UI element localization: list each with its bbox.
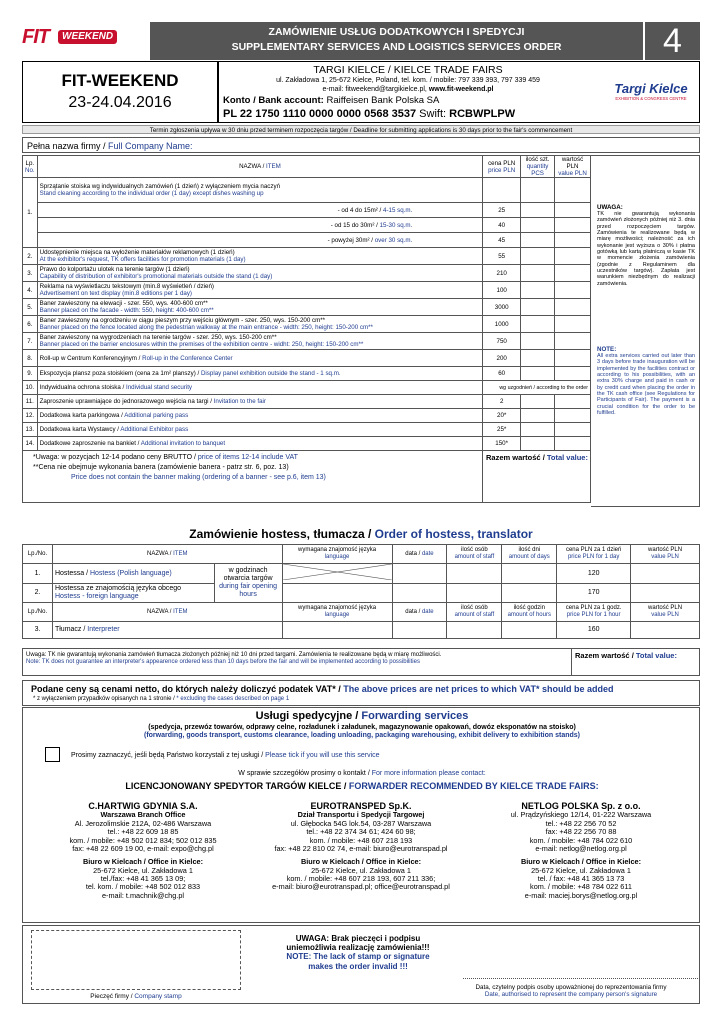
company-o1: 25-672 Kielce, ul. Zakładowa 1 [531, 865, 631, 875]
services-notes [22, 451, 591, 503]
service-name [37, 409, 483, 423]
service-price: 150* [483, 437, 521, 451]
signature-line[interactable] [463, 978, 698, 979]
net-prices-box [22, 680, 700, 706]
bank-account [223, 96, 439, 107]
company-l3: fax: +48 22 256 70 88 [545, 827, 617, 837]
service-name-en: Individual stand security [125, 384, 193, 392]
service-no: 4. [23, 282, 38, 299]
service-price: 2 [483, 395, 521, 409]
col-name: NAZWA / ITEM [37, 156, 483, 178]
service-name-pl: Prawo do kolportażu ulotek na terenie targów (1 dzień) [39, 266, 190, 274]
warning-box: UWAGA: Brak pieczęci i podpisu uniemożliwia realizację zamówienia!!! NOTE: The lack of stamp or signature makes the order invalid !!! [286, 934, 430, 971]
value-input[interactable] [555, 299, 591, 316]
col-value: wartość PLN value PLN [555, 156, 591, 178]
service-row [23, 350, 591, 367]
net-prices-sub: * z wyłączeniem przypadków opisanych na 1 stronie / * excluding the cases described on page 1 [33, 696, 290, 702]
service-no: 6. [23, 316, 38, 333]
service-row [23, 265, 591, 282]
company-o1: 25-672 Kielce, ul. Zakładowa 1 [311, 865, 411, 875]
quantity-input[interactable] [521, 333, 555, 350]
net-prices: Podane ceny są cenami netto, do których należy doliczyć podatek VAT* / The above prices are net prices to which VAT* should be added [31, 684, 614, 694]
services-section [22, 155, 591, 503]
service-row [23, 381, 591, 395]
service-name-en: Banner placed on the barrier enclosures within the premises of the exhibition centre - widht: 250, height: 150-200 cm** [39, 341, 364, 349]
forwarding-checkbox[interactable] [45, 747, 60, 762]
service-name [37, 282, 483, 299]
service-price: 100 [483, 282, 521, 299]
service-row [23, 248, 591, 265]
company-l3: kom. / mobile: +48 502 012 834; 502 012 835 [69, 835, 217, 845]
org-email: e-mail: fitweekend@targikielce.pl, [322, 86, 429, 93]
forwarding-section [22, 707, 700, 923]
interpreter-note: Uwaga: TK nie gwarantują wykonania zamówień tłumacza złożonych później niż 10 dni przed targami. Zamówienia te realizowane będą w miarę możliwości. Note: TK does not guarantee an interpreter's appearence ordered less than 10 days before the fair and will be implemented according to possibilities [22, 648, 572, 676]
firm-label-pl: Pełna nazwa firmy / [27, 141, 109, 151]
logo-fit: FIT [22, 26, 49, 48]
service-no: 10. [23, 381, 38, 395]
service-row [23, 333, 591, 350]
company-o3: e-mail: biuro@eurotranspad.pl; office@eurotranspad.pl [272, 882, 450, 892]
col-price: cena PLN price PLN [483, 156, 521, 178]
company-off: Biuro w Kielcach / Office in Kielce: [82, 857, 204, 867]
service-row [23, 233, 591, 248]
fit-weekend-logo [22, 26, 144, 48]
company-l4: kom. / mobile: +48 784 022 610 [529, 835, 633, 845]
quantity-input[interactable] [521, 265, 555, 282]
service-price: 1000 [483, 316, 521, 333]
service-name-pl: Baner zawieszony na wygrodzeniach na terenie targów - szer. 250, wys. 150-200 cm** [39, 334, 277, 342]
service-name [37, 367, 483, 381]
service-price [483, 178, 521, 203]
service-name [37, 265, 483, 282]
service-name [37, 381, 483, 395]
swift-label: Swift: [416, 108, 450, 120]
service-row [23, 178, 591, 203]
service-no: 11. [23, 395, 38, 409]
quantity-input[interactable] [521, 178, 555, 203]
note-en: NOTE: All extra services carried out later than 3 days before trade inauguration will be implemented by the facilities contract or according to his possibilities, with an extra 30% charge and paid in cash or by credit card when placing the order in the TK cash office (see Regulations for Participants of Fair). The payment is a crucial condition for the order to be fulfilled. [597, 346, 695, 416]
company-l1: ul. Prądzyńskiego 12/14, 01-222 Warszawa [510, 810, 652, 820]
service-name-pl: Dodatkowe zaproszenie na bankiet / [39, 440, 141, 448]
signature-section [22, 925, 700, 1004]
service-name [37, 218, 483, 233]
service-name-pl: Indywidualna ochrona stoiska / [39, 384, 126, 392]
service-name [37, 437, 483, 451]
service-no: 1. [23, 178, 38, 248]
service-name-en: Banner placed on the facade - width: 550, height: 400-600 cm** [39, 307, 214, 315]
service-row [23, 367, 591, 381]
service-name-en: Invitation to the fair [213, 398, 266, 406]
value-input[interactable] [555, 178, 591, 203]
service-name-en: Advertisement on text display (min.8 editions per 1 day) [39, 290, 192, 298]
tick-text: Prosimy zaznaczyć, jeśli będą Państwo korzystali z tej usługi / Please tick if you will use this service [71, 752, 380, 759]
company-stamp-area[interactable] [31, 930, 241, 990]
service-row [23, 282, 591, 299]
side-notes [591, 155, 700, 507]
service-no: 5. [23, 299, 38, 316]
company-o3: tel. kom. / mobile: +48 502 012 833 [85, 882, 201, 892]
services-header-row [23, 156, 591, 178]
service-price: 40 [483, 218, 521, 233]
service-no: 13. [23, 423, 38, 437]
quantity-input[interactable] [521, 203, 555, 218]
event-box [22, 61, 218, 123]
forwarder-company [37, 801, 249, 900]
service-row [23, 203, 591, 218]
service-name-pl: Baner zawieszony na ogrodzeniu w ciągu pieszym przy wejściu głównym - szer. 250, wys. 150-200 cm** [39, 317, 326, 325]
brand-logo-text: Targi Kielce [614, 81, 688, 96]
uwaga-note: UWAGA: TK nie gwarantują wykonania zamówień złożonych później niż 3. dnia przed rozpoczęciem targów. Zamówienia te realizowane będą w miarę możliwości; należność za ich wykonanie jest wyższa o 30% i płatna gotówką lub kartą płatniczą w kasie TK w momencie złożenia zamówienia (zgodnie z Regulaminem dla uczestników targów). Zapłata jest warunkiem niezbędnym do realizacji zamówienia. [597, 204, 695, 287]
h-col-staff: ilość osób amount of staff [447, 545, 502, 564]
value-input[interactable] [555, 367, 591, 381]
quantity-input[interactable] [521, 299, 555, 316]
service-name [37, 395, 483, 409]
company-o2: tel./fax: +48 41 365 13 09; [100, 874, 186, 884]
service-price: 3000 [483, 299, 521, 316]
service-no: 12. [23, 409, 38, 423]
service-name-pl: - od 15 do 30m² / [330, 221, 380, 229]
services-table [22, 155, 591, 451]
service-name-pl: Dodatkowa karta parkingowa / [39, 412, 125, 420]
hostess-row-1: 1. Hostessa / Hostess (Polish language) w godzinach otwarcia targów during fair opening hours 120 [23, 564, 700, 584]
service-no: 7. [23, 333, 38, 350]
service-name [37, 248, 483, 265]
company-off: Biuro w Kielcach / Office in Kielce: [300, 857, 422, 867]
service-name-pl: Ekspozycja plansz poza stoiskiem (cena za 1m² planszy) / [39, 370, 201, 378]
quantity-input[interactable] [521, 423, 555, 437]
service-name-pl: - od 4 do 15m² / [337, 206, 383, 214]
service-name-en: Stand cleaning according to the individual order (1 day) except dishes washing up [39, 190, 264, 198]
forwarding-title: Usługi spedycyjne / Forwarding services [255, 710, 469, 722]
service-row [23, 409, 591, 423]
company-o4: e-mail: t.machnik@chg.pl [101, 890, 185, 900]
header-title-bar [150, 22, 643, 60]
hostess-table [22, 544, 700, 639]
organizer-box [218, 61, 700, 123]
hostess-header-row [23, 545, 700, 564]
account-number: PL 22 1750 1110 0000 0000 0568 3537 [223, 108, 417, 120]
service-name [37, 350, 483, 367]
firm-label-en: Full Company Name: [108, 141, 193, 151]
service-name-en: At the exhibitor's request, TK offers facilities for promotion materials (1 day) [39, 256, 246, 264]
company-l2: tel.: +48 22 256 70 52 [545, 818, 617, 828]
service-row [23, 316, 591, 333]
company-o3: kom. / mobile: +48 784 022 611 [530, 882, 632, 892]
service-no: 14. [23, 437, 38, 451]
org-contact [223, 86, 593, 94]
company-l1: ul. Głębocka 54G lok.54, 03-287 Warszawa [290, 818, 432, 828]
company-o2: kom. / mobile: +48 607 218 193, 607 211 336; [286, 874, 436, 884]
col-lp: Lp. No. [23, 156, 38, 178]
title-en: SUPPLEMENTARY SERVICES AND LOGISTICS SERVICES ORDER [231, 41, 562, 54]
service-name [37, 333, 483, 350]
quantity-input[interactable] [521, 233, 555, 248]
crossed-cell-icon [283, 564, 392, 580]
h-col-lp: Lp./No. [23, 545, 53, 564]
stamp-label: Pieczęć firmy / Company stamp [90, 993, 182, 1000]
quantity-input[interactable] [521, 395, 555, 409]
service-name [37, 316, 483, 333]
value-input[interactable] [555, 423, 591, 437]
service-name-en: Additional parking pass [124, 412, 189, 420]
value-input[interactable] [555, 316, 591, 333]
lang-crossed [282, 564, 392, 584]
value-input[interactable] [555, 350, 591, 367]
services-total[interactable]: Razem wartość / Total value: [482, 451, 591, 502]
company-name: C.HARTWIG GDYNIA S.A. [88, 801, 198, 811]
forwarder-company [255, 801, 467, 892]
org-www[interactable]: www.fit-weekend.pl [428, 86, 494, 93]
company-l2: tel.: +48 22 374 34 61; 424 60 98; [306, 827, 416, 837]
company-name: NETLOG POLSKA Sp. z o.o. [521, 801, 641, 811]
service-name-en: Additional Exhibitor pass [120, 426, 189, 434]
quantity-input[interactable] [521, 316, 555, 333]
h-col-priceday: cena PLN za 1 dzień price PLN for 1 day [557, 545, 631, 564]
service-name-pl: Zaproszenie uprawniające do jednorazowego wejścia na targi / [39, 398, 214, 406]
targi-kielce-logo [603, 82, 699, 102]
service-price: 45 [483, 233, 521, 248]
value-input[interactable] [555, 218, 591, 233]
account-bank: Raiffeisen Bank Polska SA [326, 95, 440, 106]
interpreter-row: 3. Tłumacz / Interpreter 160 [23, 622, 700, 639]
service-name-en: Display panel exhibition outside the stand - 1 sq.m. [200, 370, 341, 378]
company-off: Biuro w Kielcach / Office in Kielce: [520, 857, 642, 867]
value-input[interactable] [555, 437, 591, 451]
service-no: 3. [23, 265, 38, 282]
forwarder-company [475, 801, 687, 900]
service-name-pl: Sprzątanie stoiska wg indywidualnych zamówień (1 dzień) z wyłączeniem mycia naczyń [39, 183, 281, 191]
hostess-title: Zamówienie hostess, tłumacza / Order of hostess, translator [189, 527, 533, 541]
service-no: 2. [23, 248, 38, 265]
brand-sub: EXHIBITION & CONGRESS CENTRE [615, 95, 687, 101]
service-name [37, 178, 483, 203]
licensed-forwarder: LICENCJONOWANY SPEDYTOR TARGÓW KIELCE / FORWARDER RECOMMENDED BY KIELCE TRADE FAIRS: [125, 781, 599, 791]
account-label: Konto / Bank account: [223, 95, 327, 106]
service-price: 60 [483, 367, 521, 381]
service-price: 55 [483, 248, 521, 265]
quantity-input[interactable] [521, 367, 555, 381]
service-name-pl: Reklama na wyświetlaczu tekstowym (min.8 wyświetleń / dzień) [39, 283, 214, 291]
quantity-input[interactable] [521, 437, 555, 451]
service-name-pl: Roll-up w Centrum Konferencyjnym / [39, 354, 143, 362]
company-branch: Warszawa Branch Office [100, 810, 186, 820]
account-number-line [223, 108, 515, 121]
service-name-en: Roll-up in the Conference Center [142, 354, 233, 362]
service-row [23, 423, 591, 437]
service-name-pl: Baner zawieszony na elewacji - szer. 550, wys. 400-600 cm** [39, 300, 208, 308]
value-input[interactable] [555, 333, 591, 350]
value-input[interactable] [555, 248, 591, 265]
company-o2: tel. / fax: +48 41 365 13 73 [537, 874, 625, 884]
service-name [37, 203, 483, 218]
company-o4: e-mail: maciej.borys@netlog.org.pl [524, 890, 638, 900]
company-name-field[interactable] [22, 137, 700, 153]
value-input[interactable] [555, 265, 591, 282]
service-price: 20* [483, 409, 521, 423]
service-name-pl: Udostępnienie miejsca na wyłożenie materiałów reklamowych (1 dzień) [39, 249, 235, 257]
company-o1: 25-672 Kielce, ul. Zakładowa 1 [93, 865, 193, 875]
service-price: 210 [483, 265, 521, 282]
quantity-input[interactable] [521, 282, 555, 299]
service-price: wg uzgodnień / according to the order [483, 381, 591, 395]
company-name: EUROTRANSPED Sp.K. [310, 801, 412, 811]
interpreter-header-row: Lp./No. NAZWA / ITEM wymagana znajomość języka language data / date ilość osób amount of staff ilość godzin amount of hours cena PLN za 1 godz. price PLN for 1 hour wartość PLN value PLN [23, 603, 700, 622]
service-name-en: Capability of distribution of exhibitor's promotional materials outside the stand (1 day) [39, 273, 273, 281]
hostess-total[interactable]: Razem wartość / Total value: [572, 648, 700, 676]
service-name-en: 4-15 sq.m. [383, 206, 413, 214]
service-price: 25* [483, 423, 521, 437]
value-input[interactable] [555, 395, 591, 409]
value-input[interactable] [555, 282, 591, 299]
service-name-en: 15-30 sq.m. [379, 221, 413, 229]
service-name [37, 423, 483, 437]
quantity-input[interactable] [521, 218, 555, 233]
value-input[interactable] [555, 233, 591, 248]
service-name-pl: - powyżej 30m² / [327, 236, 375, 244]
opening-hours: w godzinach otwarcia targów during fair opening hours [214, 564, 282, 603]
h-col-value: wartość PLN value PLN [631, 545, 700, 564]
company-l3: kom. / mobile: +48 607 218 193 [309, 835, 413, 845]
service-row [23, 218, 591, 233]
company-l1: Al. Jerozolimskie 212A, 02-486 Warszawa [74, 818, 212, 828]
company-l2: tel.: +48 22 609 18 85 [107, 827, 179, 837]
quantity-input[interactable] [521, 409, 555, 423]
forwarding-sub-en: (forwarding, goods transport, customs clearance, loading unloading, packaging warehousing, exhibit delivery to exhibition stands) [143, 732, 580, 739]
forwarding-sub-pl: (spedycja, przewóz towarów, odprawy celne, rozładunek i załadunek, magazynowanie opakowań, dowóz eksponatów na stoisko) [148, 724, 576, 731]
event-name: FIT-WEEKEND [61, 71, 179, 90]
h-col-date: data / date [392, 545, 447, 564]
note-brutto: *Uwaga: w pozycjach 12-14 podano ceny BRUTTO / price of items 12-14 include VAT [33, 454, 298, 462]
company-l5: e-mail: netlog@netlog.org.pl [535, 843, 627, 853]
hostess-row-2: 2. Hostessa ze znajomością języka obcego Hostess - foreign language 170 [23, 584, 700, 603]
service-name-pl: Dodatkowa karta Wystawcy / [39, 426, 121, 434]
service-name-en: over 30 sq.m. [374, 236, 413, 244]
title-pl: ZAMÓWIENIE USŁUG DODATKOWYCH I SPEDYCJI [268, 26, 525, 38]
deadline-bar: Termin zgłoszenia upływa w 30 dniu przed terminem rozpoczęcia targów / Deadline for submitting applications is 30 days prior to the fair's commencement [22, 125, 700, 134]
service-price: 200 [483, 350, 521, 367]
col-qty: ilość szt. quantity PCS [521, 156, 555, 178]
note-banner-en: Price does not contain the banner making (ordering of a banner - see p.6, item 13) [71, 474, 326, 482]
org-name: TARGI KIELCE / KIELCE TRADE FAIRS [313, 64, 503, 76]
service-price: 750 [483, 333, 521, 350]
value-input[interactable] [555, 203, 591, 218]
service-name [37, 299, 483, 316]
quantity-input[interactable] [521, 248, 555, 265]
page-number: 4 [645, 22, 700, 60]
swift-code: RCBWPLPW [449, 108, 516, 120]
h-col-lang: wymagana znajomość języka language [282, 545, 392, 564]
company-l4: fax: +48 22 609 19 00, e-mail: expo@chg.pl [72, 843, 214, 853]
service-no: 8. [23, 350, 38, 367]
event-dates: 23-24.04.2016 [68, 93, 172, 111]
service-price: 25 [483, 203, 521, 218]
org-address: ul. Zakładowa 1, 25-672 Kielce, Poland, tel. kom. / mobile: 797 339 393, 797 339 459 [276, 77, 540, 84]
company-branch: Dział Transportu i Spedycji Targowej [297, 810, 425, 820]
signature-label: Data, czytelny podpis osoby upoważnionej do reprezentowania firmy Date, authorised to represent the company person's signature [475, 984, 667, 999]
service-row [23, 395, 591, 409]
contact-text: W sprawie szczegółów prosimy o kontakt / For more information please contact: [238, 770, 486, 777]
value-input[interactable] [555, 409, 591, 423]
logo-weekend: WEEKEND [58, 30, 117, 44]
service-no: 9. [23, 367, 38, 381]
company-l4: fax: +48 22 810 02 74, e-mail: biuro@eurotranspad.pl [274, 843, 448, 853]
service-name-en: Banner placed on the fence located along the pedestrian walkway at the main entrance - width: 250, height: 150-200 cm** [39, 324, 373, 332]
service-name-en: Additional invitation to banquet [140, 440, 226, 448]
h-col-name: NAZWA / ITEM [52, 545, 282, 564]
service-row [23, 299, 591, 316]
note-banner-pl: **Cena nie obejmuje wykonania banera (zamówienie banera - patrz str. 6, poz. 13) [33, 464, 289, 472]
service-name [37, 233, 483, 248]
h-col-days: ilość dni amount of days [502, 545, 557, 564]
quantity-input[interactable] [521, 350, 555, 367]
service-row [23, 437, 591, 451]
